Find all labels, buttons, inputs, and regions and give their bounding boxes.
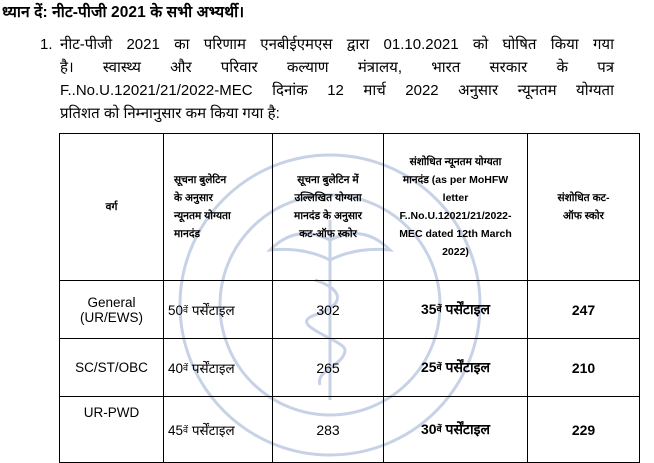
old-cutoff-cell: 283 bbox=[273, 397, 384, 463]
paragraph-line: F..No.U.12021/21/2022-MEC दिनांक 12 मार्च 2022 अनुसार न्यूनतम योग्यता bbox=[60, 82, 614, 99]
new-cutoff-cell: 229 bbox=[528, 397, 640, 463]
cutoff-table bbox=[59, 133, 640, 463]
paragraph-line: प्रतिशत को निम्नानुसार कम किया गया है: bbox=[60, 105, 280, 122]
paragraph-number: 1. bbox=[40, 36, 53, 53]
header-bulletin-cutoff: सूचना बुलेटिन में उल्लिखित योग्यता मानदंड के अनुसार कट-ऑफ स्कोर bbox=[273, 134, 384, 281]
old-cutoff-cell: 302 bbox=[273, 281, 384, 339]
old-percentile-cell: $40^{वें}$ पर्सेंटाइल bbox=[164, 339, 273, 397]
table-row bbox=[60, 397, 640, 463]
header-revised-criteria: संशोधित न्यूनतम योग्यता मानदंड (as per MoHFW letter F..No.U.12021/21/2022- MEC dated 12th March 2022) bbox=[384, 134, 528, 281]
new-cutoff-cell: 247 bbox=[528, 281, 640, 339]
category-cell: General (UR/EWS) bbox=[60, 281, 164, 339]
category-cell: SC/ST/OBC bbox=[60, 339, 164, 397]
new-percentile-cell: $25^{वें}$ पर्सेंटाइल bbox=[384, 339, 528, 397]
notice-heading: ध्यान दें: नीट-पीजी 2021 के सभी अभ्यर्थी। bbox=[2, 4, 245, 21]
old-percentile-cell: $45^{वें}$ पर्सेंटाइल bbox=[164, 397, 273, 463]
header-bulletin-criteria: सूचना बुलेटिन के अनुसार न्यूनतम योग्यता मानदंड bbox=[164, 134, 273, 281]
new-percentile-cell: $30^{वें}$ पर्सेंटाइल bbox=[384, 397, 528, 463]
old-percentile-cell: $50^{वें}$ पर्सेंटाइल bbox=[164, 281, 273, 339]
new-cutoff-cell: 210 bbox=[528, 339, 640, 397]
table-header-row bbox=[60, 134, 640, 281]
header-category: वर्ग bbox=[60, 134, 164, 281]
new-percentile-cell: $35^{वें}$ पर्सेंटाइल bbox=[384, 281, 528, 339]
table-row bbox=[60, 339, 640, 397]
paragraph-line: है। स्वास्थ्य और परिवार कल्याण मंत्रालय, भारत सरकार के पत्र bbox=[60, 59, 614, 76]
category-cell: UR-PWD bbox=[60, 397, 164, 463]
old-cutoff-cell: 265 bbox=[273, 339, 384, 397]
header-revised-cutoff: संशोधित कट- ऑफ स्कोर bbox=[528, 134, 640, 281]
paragraph-line: नीट-पीजी 2021 का परिणाम एनबीईएमएस द्वारा 01.10.2021 को घोषित किया गया bbox=[60, 36, 614, 53]
table-row bbox=[60, 281, 640, 339]
